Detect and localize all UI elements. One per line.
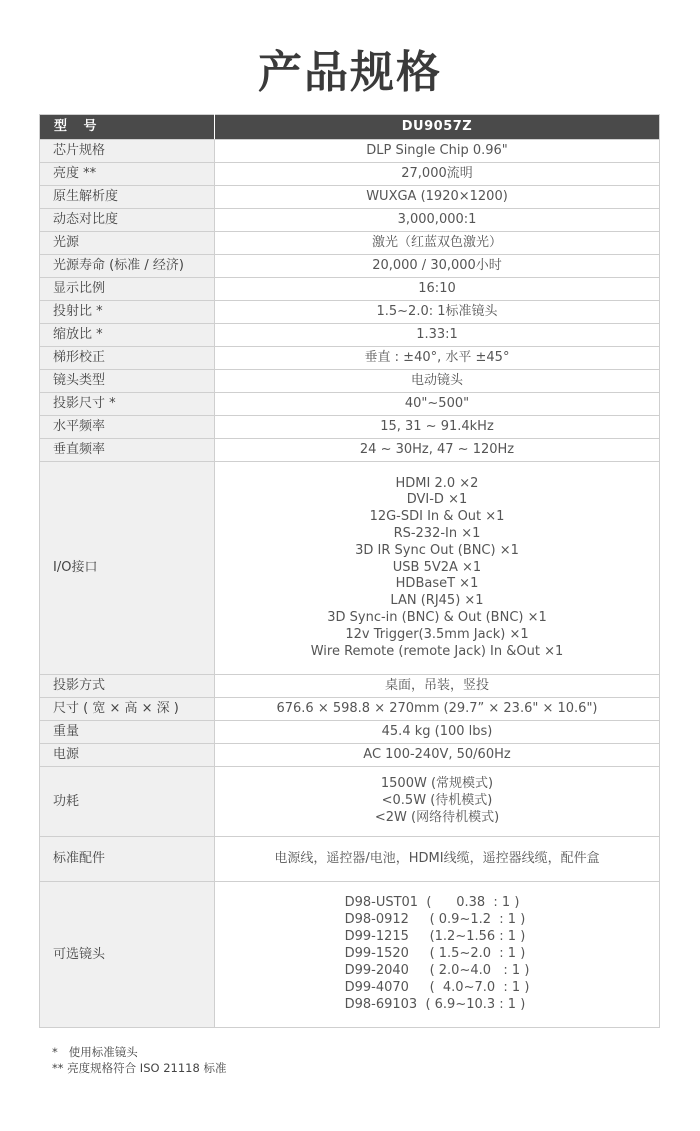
table-row — [40, 209, 660, 232]
spec-label: 投影尺寸 * — [40, 393, 215, 416]
spec-table — [39, 114, 660, 1028]
spec-value: 676.6 × 598.8 × 270mm (29.7” × 23.6" × 10.6") — [215, 698, 660, 721]
lens-item: D98-UST01 ( 0.38 : 1 ) — [344, 895, 520, 911]
lens-item: D99-1520 ( 1.5~2.0 : 1 ) — [344, 946, 526, 962]
accessories-value: 电源线，遥控器/电池，HDMI线缆，遥控器线缆，配件盒 — [215, 837, 660, 882]
table-row — [40, 462, 660, 675]
lens-item: D98-69103 ( 6.9~10.3 : 1 ) — [344, 996, 526, 1012]
io-line: DVI-D ×1 — [406, 492, 468, 508]
spec-label: 显示比例 — [40, 278, 215, 301]
table-row — [40, 882, 660, 1028]
lens-item: D99-4070 ( 4.0~7.0 : 1 ) — [344, 979, 530, 995]
table-row — [40, 698, 660, 721]
io-line: RS-232-In ×1 — [393, 526, 481, 541]
io-line: 12G-SDI In & Out ×1 — [369, 509, 505, 525]
table-row — [40, 439, 660, 462]
spec-value: 1.33:1 — [215, 324, 660, 347]
table-row — [40, 370, 660, 393]
table-row — [40, 347, 660, 370]
spec-value: 1.5~2.0: 1标准镜头 — [215, 301, 660, 324]
io-line: LAN (RJ45) ×1 — [390, 593, 484, 609]
io-label: I/O接口 — [40, 462, 215, 675]
power-value — [215, 767, 660, 837]
table-row — [40, 278, 660, 301]
io-line: 3D Sync-in (BNC) & Out (BNC) ×1 — [327, 609, 547, 625]
io-line: USB 5V2A ×1 — [392, 559, 482, 575]
table-row — [40, 675, 660, 698]
table-row — [40, 416, 660, 439]
io-line: 3D IR Sync Out (BNC) ×1 — [355, 542, 519, 558]
spec-label: 电源 — [40, 744, 215, 767]
table-row — [40, 232, 660, 255]
spec-value: 电动镜头 — [215, 370, 660, 393]
spec-label: 投射比 * — [40, 301, 215, 324]
io-line: Wire Remote (remote Jack) In &Out ×1 — [310, 643, 564, 659]
spec-label: 原生解析度 — [40, 186, 215, 209]
table-row — [40, 393, 660, 416]
model-label: 型 号 — [40, 115, 215, 140]
spec-value: 3,000,000:1 — [215, 209, 660, 232]
lens-item: D98-0912 ( 0.9~1.2 : 1 ) — [344, 912, 526, 928]
table-row — [40, 767, 660, 837]
spec-value: 20,000 / 30,000小时 — [215, 255, 660, 278]
spec-value: WUXGA (1920×1200) — [215, 186, 660, 209]
lens-list — [345, 895, 530, 1013]
spec-value: 27,000流明 — [215, 163, 660, 186]
table-row — [40, 301, 660, 324]
power-line: <2W (网络待机模式) — [374, 809, 500, 825]
spec-value: 16:10 — [215, 278, 660, 301]
spec-label: 投影方式 — [40, 675, 215, 698]
spec-label: 缩放比 * — [40, 324, 215, 347]
spec-value: 15, 31 ~ 91.4kHz — [215, 416, 660, 439]
accessories-label: 标准配件 — [40, 837, 215, 882]
spec-label: 尺寸 ( 宽 × 高 × 深 ) — [40, 698, 215, 721]
spec-label: 亮度 ** — [40, 163, 215, 186]
power-line: 1500W (常规模式) — [380, 776, 494, 792]
spec-label: 光源寿命 (标准 / 经济) — [40, 255, 215, 278]
lenses-label: 可选镜头 — [40, 882, 215, 1028]
spec-label: 动态对比度 — [40, 209, 215, 232]
spec-value: 垂直 : ±40°, 水平 ±45° — [215, 347, 660, 370]
table-row — [40, 163, 660, 186]
footnote: ** 亮度规格符合 ISO 21118 标准 — [52, 1061, 227, 1075]
spec-label: 光源 — [40, 232, 215, 255]
table-row — [40, 255, 660, 278]
spec-label: 垂直频率 — [40, 439, 215, 462]
table-row — [40, 324, 660, 347]
footnote: * 使用标准镜头 — [52, 1045, 138, 1059]
spec-value: 桌面，吊装，竖投 — [215, 675, 660, 698]
spec-value: AC 100-240V, 50/60Hz — [215, 744, 660, 767]
spec-value: 45.4 kg (100 lbs) — [215, 721, 660, 744]
power-label: 功耗 — [40, 767, 215, 837]
lenses-value — [215, 882, 660, 1028]
spec-label: 梯形校正 — [40, 347, 215, 370]
io-line: 12v Trigger(3.5mm Jack) ×1 — [345, 626, 529, 642]
table-row — [40, 837, 660, 882]
page-title: 产品规格 — [258, 47, 442, 98]
spec-label: 重量 — [40, 721, 215, 744]
io-line: HDBaseT ×1 — [395, 576, 479, 592]
spec-value: 24 ~ 30Hz, 47 ~ 120Hz — [215, 439, 660, 462]
lens-item: D99-1215 (1.2~1.56 : 1 ) — [344, 929, 526, 945]
table-row — [40, 744, 660, 767]
spec-value: DLP Single Chip 0.96" — [215, 140, 660, 163]
power-line: <0.5W (待机模式) — [381, 793, 493, 809]
table-row — [40, 186, 660, 209]
table-row — [40, 721, 660, 744]
footnotes — [52, 1044, 226, 1076]
io-line: HDMI 2.0 ×2 — [395, 475, 479, 491]
io-value — [215, 462, 660, 675]
table-row — [40, 140, 660, 163]
lens-item: D99-2040 ( 2.0~4.0 : 1 ) — [344, 962, 530, 978]
spec-label: 水平频率 — [40, 416, 215, 439]
spec-label: 芯片规格 — [40, 140, 215, 163]
spec-label: 镜头类型 — [40, 370, 215, 393]
model-value: DU9057Z — [215, 115, 660, 140]
spec-value: 40"~500" — [215, 393, 660, 416]
spec-value: 激光（红蓝双色激光） — [215, 232, 660, 255]
